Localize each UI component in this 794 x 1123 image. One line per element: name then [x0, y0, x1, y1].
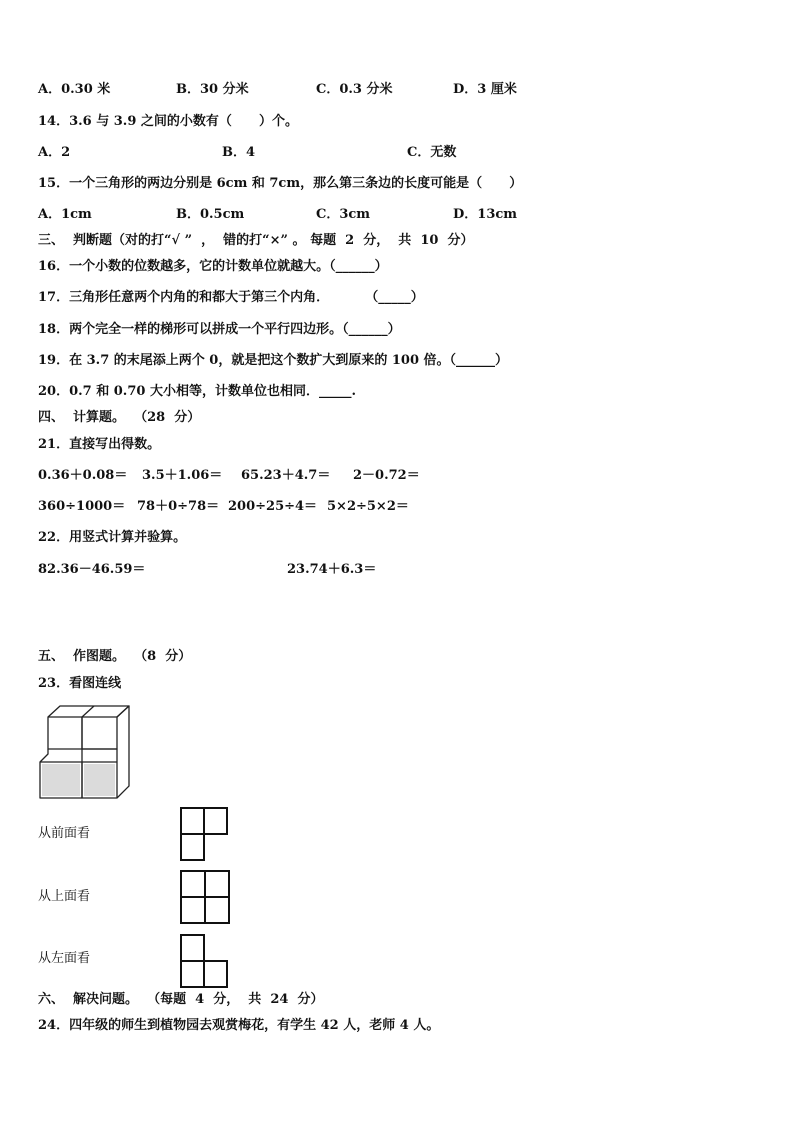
q14-option-b: B．4: [222, 145, 256, 160]
view-label-left: 从左面看: [38, 951, 91, 966]
q15-option-a: A．1cm: [38, 207, 92, 222]
calc-item: 360÷1000＝: [38, 499, 126, 514]
q13-option-c: C．0.3 分米: [316, 82, 393, 97]
section6-heading: 六、 解决问题。 （每题 4 分， 共 24 分）: [38, 992, 324, 1007]
q18-text: 18．两个完全一样的梯形可以拼成一个平行四边形。（______）: [38, 322, 401, 337]
q13-option-a: A．0.30 米: [38, 82, 111, 97]
view-grid-top[interactable]: [180, 870, 232, 926]
calc-item: 3.5＋1.06＝: [142, 468, 223, 483]
q14-option-c: C．无数: [407, 145, 457, 160]
calc-item: 23.74＋6.3＝: [287, 562, 377, 577]
q14-option-a: A．2: [38, 145, 71, 160]
q15-text: 15．一个三角形的两边分别是 6cm 和 7cm，那么第三条边的长度可能是（ ）: [38, 176, 523, 191]
q15-option-c: C．3cm: [316, 207, 371, 222]
q20-text: 20．0.7 和 0.70 大小相等，计数单位也相同．_____.: [38, 384, 356, 399]
q14-text: 14．3.6 与 3.9 之间的小数有（ ）个。: [38, 114, 299, 129]
q17-text: 17．三角形任意两个内角的和都大于第三个内角． （_____）: [38, 290, 424, 305]
calc-item: 78＋0÷78＝: [137, 499, 220, 514]
calc-item: 0.36＋0.08＝: [38, 468, 128, 483]
q24-text: 24．四年级的师生到植物园去观赏梅花，有学生 42 人，老师 4 人。: [38, 1018, 440, 1033]
solid-figure-diagram: [34, 702, 134, 804]
calc-item: 200÷25÷4＝: [228, 499, 318, 514]
view-grid-left[interactable]: [180, 934, 230, 988]
view-label-top: 从上面看: [38, 889, 91, 904]
q15-option-b: B．0.5cm: [176, 207, 245, 222]
view-label-front: 从前面看: [38, 826, 91, 841]
section5-heading: 五、 作图题。 （8 分）: [38, 649, 192, 664]
calc-item: 2－0.72＝: [353, 468, 420, 483]
q16-text: 16．一个小数的位数越多，它的计数单位就越大。（______）: [38, 259, 388, 274]
q13-option-d: D．3 厘米: [453, 82, 517, 97]
q21-text: 21．直接写出得数。: [38, 437, 161, 452]
q15-option-d: D．13cm: [453, 207, 518, 222]
q23-text: 23．看图连线: [38, 676, 122, 691]
section4-heading: 四、 计算题。 （28 分）: [38, 410, 201, 425]
calc-item: 5×2÷5×2＝: [327, 499, 409, 514]
calc-item: 82.36－46.59＝: [38, 562, 146, 577]
q13-option-b: B．30 分米: [176, 82, 249, 97]
section3-heading: 三、 判断题（对的打“√ ” ， 错的打“×” 。 每题 2 分， 共 10 分）: [38, 233, 474, 248]
calc-item: 65.23＋4.7＝: [241, 468, 331, 483]
view-grid-front[interactable]: [180, 807, 230, 861]
q22-text: 22．用竖式计算并验算。: [38, 530, 187, 545]
q19-text: 19．在 3.7 的末尾添上两个 0，就是把这个数扩大到原来的 100 倍。（______）: [38, 353, 509, 368]
